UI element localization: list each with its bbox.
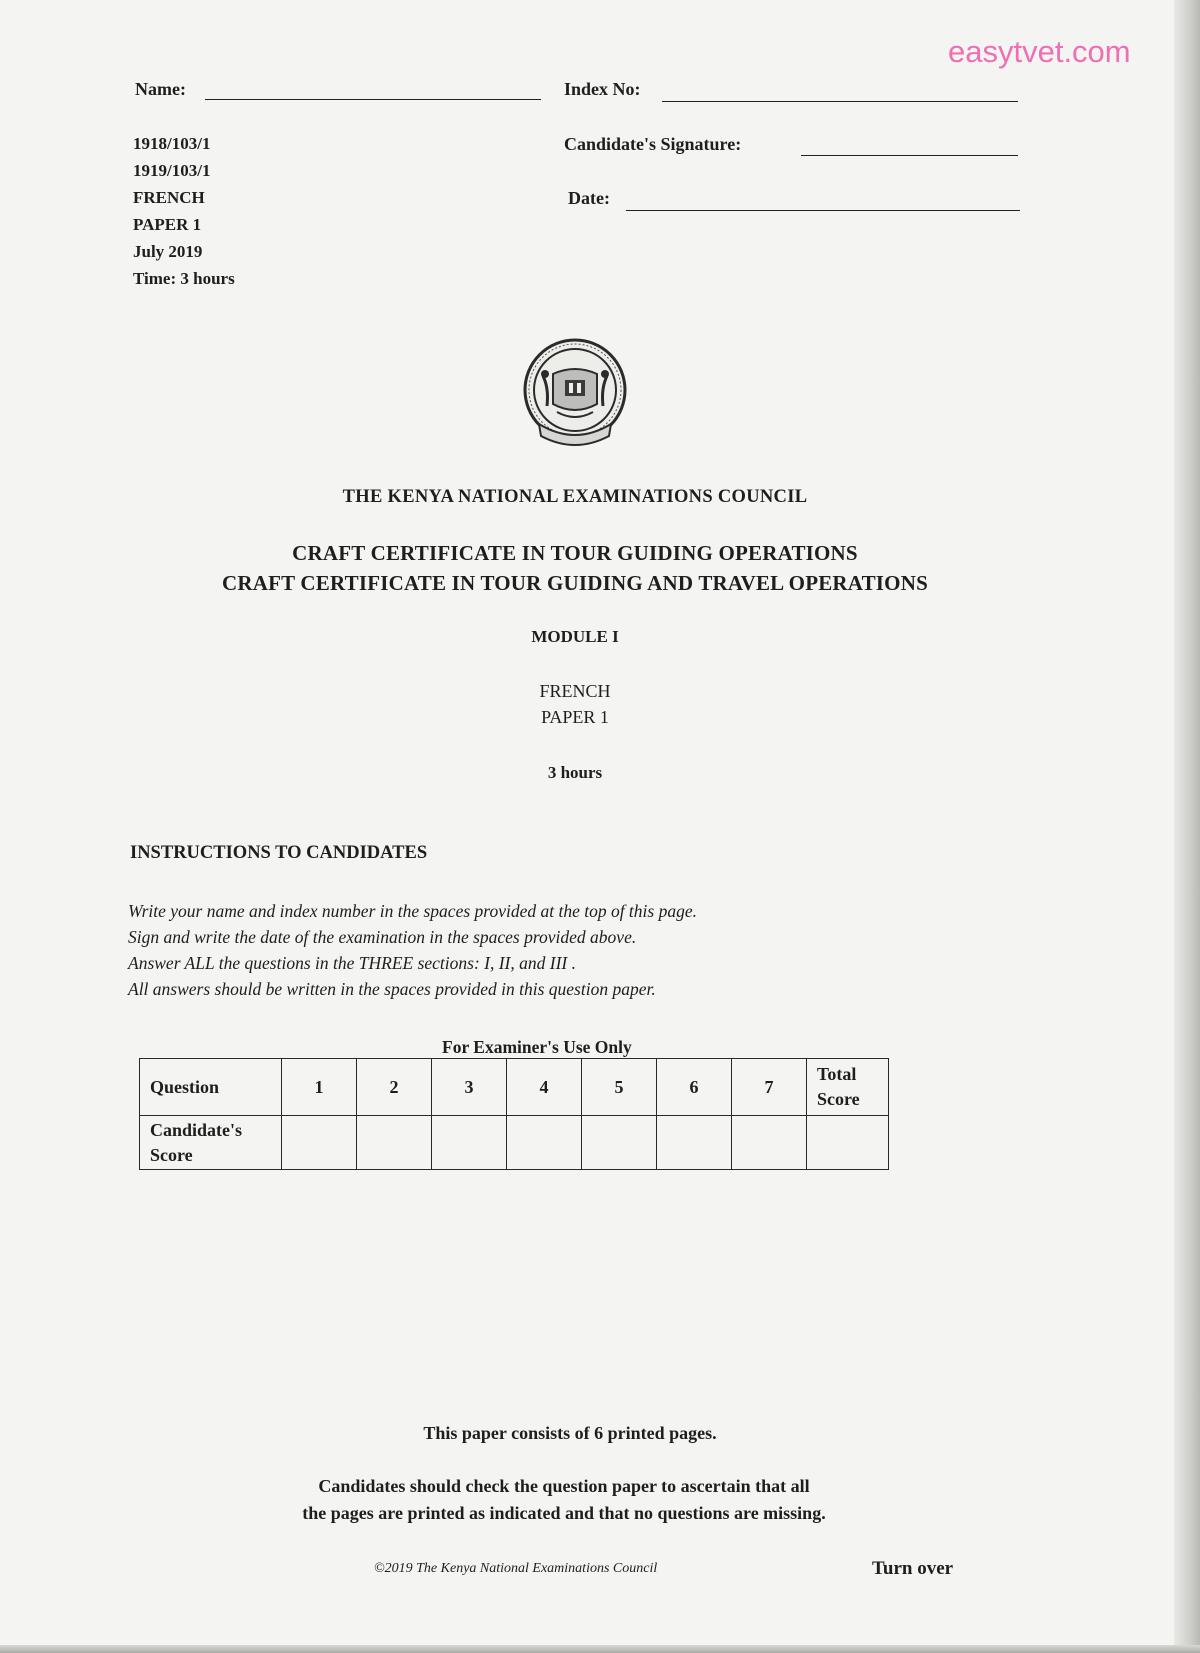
score-cell[interactable] (657, 1116, 732, 1170)
examiner-table-title: For Examiner's Use Only (442, 1037, 632, 1057)
signature-field[interactable] (801, 155, 1018, 156)
score-label: Score (150, 1144, 193, 1165)
instructions-list (128, 898, 697, 1002)
question-number: 3 (432, 1059, 507, 1116)
total-label: Total (817, 1064, 857, 1084)
score-cell[interactable] (357, 1116, 432, 1170)
paper-codes (133, 130, 235, 292)
code-1919: 1919/103/1 (133, 161, 211, 180)
total-score-header (807, 1059, 889, 1116)
paper-code: PAPER 1 (133, 215, 202, 234)
question-row (140, 1059, 889, 1116)
page-edge-shadow (1174, 0, 1200, 1653)
candidate-score-row (140, 1116, 889, 1170)
score-cell[interactable] (582, 1116, 657, 1170)
exam-time: Time: 3 hours (133, 269, 235, 288)
score-cell[interactable] (282, 1116, 357, 1170)
page-bottom-edge (0, 1645, 1200, 1653)
copyright-notice: ©2019 The Kenya National Examinations Council (374, 1561, 658, 1576)
code-1918: 1918/103/1 (133, 134, 211, 153)
examiner-score-table (139, 1058, 889, 1170)
council-name: THE KENYA NATIONAL EXAMINATIONS COUNCIL (342, 487, 808, 507)
certificate-title-2: CRAFT CERTIFICATE IN TOUR GUIDING AND TRAVEL OPERATIONS (222, 571, 928, 595)
signature-label: Candidate's Signature: (564, 134, 742, 154)
turn-over-label: Turn over (872, 1558, 954, 1579)
question-number: 2 (357, 1059, 432, 1116)
instruction-line: Write your name and index number in the spaces provided at the top of this page. (128, 901, 697, 921)
name-label: Name: (135, 79, 186, 99)
subject-code: FRENCH (133, 188, 205, 207)
question-number: 5 (582, 1059, 657, 1116)
instructions-heading: INSTRUCTIONS TO CANDIDATES (130, 843, 428, 863)
date-label: Date: (568, 188, 610, 208)
index-field[interactable] (662, 101, 1018, 102)
certificate-title-1: CRAFT CERTIFICATE IN TOUR GUIDING OPERATIONS (292, 541, 858, 565)
instruction-line: Answer ALL the questions in the THREE sections: I, II, and III . (128, 953, 576, 973)
instruction-line: All answers should be written in the spaces provided in this question paper. (128, 979, 656, 999)
knec-seal-logo (513, 336, 637, 456)
score-cell[interactable] (432, 1116, 507, 1170)
score-cell[interactable] (732, 1116, 807, 1170)
question-label: Question (140, 1059, 282, 1116)
check-notice-line-2: the pages are printed as indicated and that no questions are missing. (302, 1503, 826, 1523)
pages-notice: This paper consists of 6 printed pages. (423, 1423, 717, 1443)
date-field[interactable] (626, 210, 1020, 211)
question-number: 7 (732, 1059, 807, 1116)
score-label: Score (817, 1089, 860, 1109)
name-field[interactable] (205, 99, 541, 100)
exam-month: July 2019 (133, 242, 203, 261)
paper-name: PAPER 1 (541, 707, 609, 727)
check-notice-line-1: Candidates should check the question paper to ascertain that all (318, 1476, 810, 1496)
candidates-label: Candidate's (150, 1119, 243, 1140)
subject-name: FRENCH (539, 681, 611, 701)
module-label: MODULE I (531, 627, 619, 646)
index-label: Index No: (564, 79, 641, 99)
duration: 3 hours (547, 763, 603, 782)
score-cell[interactable] (507, 1116, 582, 1170)
candidate-score-label (140, 1116, 282, 1170)
question-number: 4 (507, 1059, 582, 1116)
watermark: easytvet.com (948, 34, 1131, 69)
question-number: 6 (657, 1059, 732, 1116)
total-score-cell[interactable] (807, 1116, 889, 1170)
question-number: 1 (282, 1059, 357, 1116)
instruction-line: Sign and write the date of the examination in the spaces provided above. (128, 927, 637, 947)
